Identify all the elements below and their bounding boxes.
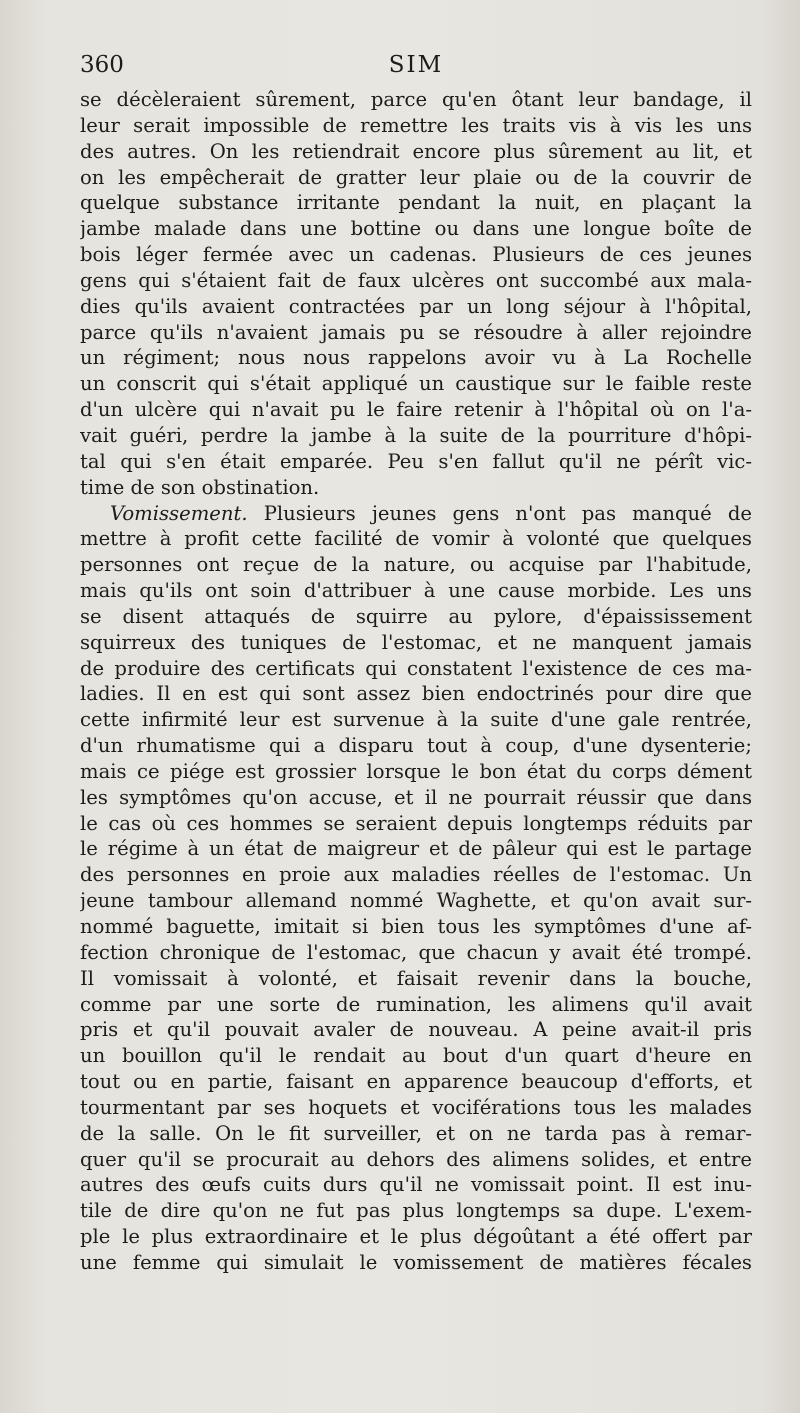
text-line: mettre à profit cette facilité de vomir à volonté que quelques (80, 527, 752, 551)
text-line: le régime à un état de maigreur et de pâleur qui est le partage (80, 837, 752, 861)
text-line: ple le plus extraordinaire et le plus dégoûtant a été offert par (80, 1225, 752, 1249)
text-line: bois léger fermée avec un cadenas. Plusieurs de ces jeunes (80, 243, 752, 267)
text-line: d'un ulcère qui n'avait pu le faire retenir à l'hôpital où on l'a- (80, 398, 752, 422)
body-text (80, 87, 752, 1276)
text-line: fection chronique de l'estomac, que chacun y avait été trompé. (80, 940, 752, 964)
text-line: le cas où ces hommes se seraient depuis longtemps réduits par (80, 811, 752, 835)
text-line: un conscrit qui s'était appliqué un caustique sur le faible reste (80, 372, 752, 396)
paragraph-end-line: time de son obstination. (80, 475, 320, 499)
text-line: de la salle. On le fit surveiller, et on ne tarda pas à remar- (80, 1121, 752, 1145)
text-line: dies qu'ils avaient contractées par un long séjour à l'hôpital, (80, 294, 752, 318)
text-line: on les empêcherait de gratter leur plaie ou de la couvrir de (80, 165, 752, 189)
paragraph-start-line (80, 501, 752, 527)
text-line: gens qui s'étaient fait de faux ulcères ont succombé aux mala- (80, 268, 752, 292)
page-header (80, 52, 752, 82)
text-line: quer qu'il se procurait au dehors des alimens solides, et entre (80, 1147, 752, 1171)
section-heading-vomissement: Vomissement. (110, 501, 248, 525)
text-line: tile de dire qu'on ne fut pas plus longtemps sa dupe. L'exem- (80, 1199, 752, 1223)
text-line: mais qu'ils ont soin d'attribuer à une cause morbide. Les uns (80, 579, 752, 603)
text-line: leur serait impossible de remettre les traits vis à vis les uns (80, 113, 752, 137)
text-line: cette infirmité leur est survenue à la suite d'une gale rentrée, (80, 708, 752, 732)
text-line: pris et qu'il pouvait avaler de nouveau. A peine avait-il pris (80, 1018, 752, 1042)
text-line: tout ou en partie, faisant en apparence beaucoup d'efforts, et (80, 1070, 752, 1094)
text-line-continuation: Plusieurs jeunes gens n'ont pas manqué de (263, 501, 752, 525)
text-line: une femme qui simulait le vomissement de matières fécales (80, 1250, 752, 1274)
text-line: tourmentant par ses hoquets et vociférations tous les malades (80, 1095, 752, 1119)
text-line: squirreux des tuniques de l'estomac, et ne manquent jamais (80, 630, 752, 654)
text-line: se disent attaqués de squirre au pylore, d'épaississement (80, 604, 752, 628)
text-line: des personnes en proie aux maladies réelles de l'estomac. Un (80, 863, 752, 887)
text-line: de produire des certificats qui constatent l'existence de ces ma- (80, 656, 752, 680)
text-line: se décèleraient sûrement, parce qu'en ôtant leur bandage, il (80, 88, 752, 111)
text-line: nommé baguette, imitait si bien tous les symptômes d'une af- (80, 915, 752, 938)
text-line: des autres. On les retiendrait encore plus sûrement au lit, et (80, 139, 752, 163)
text-line: parce qu'ils n'avaient jamais pu se résoudre à aller rejoindre (80, 320, 752, 344)
text-line: d'un rhumatisme qui a disparu tout à coup, d'une dysenterie; (80, 734, 752, 758)
text-line: mais ce piége est grossier lorsque le bon état du corps dément (80, 759, 752, 783)
text-line: autres des œufs cuits durs qu'il ne vomissait point. Il est inu- (80, 1173, 752, 1197)
running-head: SIM (388, 52, 444, 78)
page-number: 360 (80, 52, 124, 78)
text-line: tal qui s'en était emparée. Peu s'en fallut qu'il ne pérît vic- (80, 449, 752, 473)
text-line: Il vomissait à volonté, et faisait revenir dans la bouche, (80, 966, 752, 990)
text-line: un régiment; nous nous rappelons avoir vu à La Rochelle (80, 346, 752, 370)
text-line: les symptômes qu'on accuse, et il ne pourrait réussir que dans (80, 785, 752, 809)
text-line: jambe malade dans une bottine ou dans une longue boîte de (80, 217, 752, 241)
text-line: vait guéri, perdre la jambe à la suite de la pourriture d'hôpi- (80, 423, 752, 447)
text-line: quelque substance irritante pendant la nuit, en plaçant la (80, 191, 752, 215)
text-line: comme par une sorte de rumination, les alimens qu'il avait (80, 992, 752, 1016)
text-line: personnes ont reçue de la nature, ou acquise par l'habitude, (80, 553, 752, 577)
text-line: un bouillon qu'il le rendait au bout d'un quart d'heure en (80, 1044, 752, 1068)
text-line: jeune tambour allemand nommé Waghette, et qu'on avait sur- (80, 889, 752, 913)
text-line: ladies. Il en est qui sont assez bien endoctrinés pour dire que (80, 682, 752, 706)
